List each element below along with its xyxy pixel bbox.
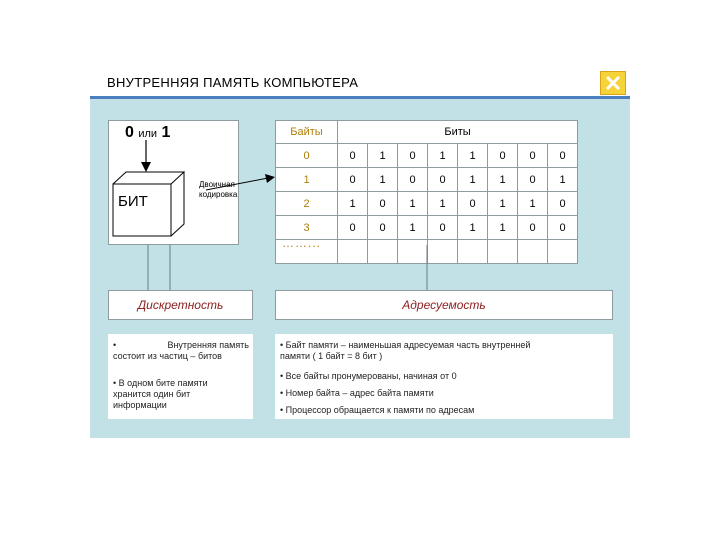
list-item: • Номер байта – адрес байта памяти bbox=[280, 388, 434, 398]
close-button[interactable] bbox=[600, 71, 626, 95]
connector-lines bbox=[90, 245, 630, 295]
window-title: ВНУТРЕННЯЯ ПАМЯТЬ КОМПЬЮТЕРА bbox=[107, 75, 359, 90]
discreteness-text-box bbox=[108, 334, 253, 419]
close-icon bbox=[605, 75, 621, 91]
list-item: • Процессор обращается к памяти по адресам bbox=[280, 405, 475, 415]
list-item: • В одном бите памяти хранится один бит информации bbox=[113, 378, 208, 410]
table-row: 3 0 0 1 0 1 1 0 0 bbox=[276, 216, 578, 240]
bit-cube-label: БИТ bbox=[118, 193, 148, 210]
binary-coding-label: Двоичная кодировка bbox=[199, 180, 238, 199]
bytes-header: Байты bbox=[276, 121, 338, 144]
bit-cube-diagram bbox=[108, 120, 278, 250]
addressability-text-box bbox=[275, 334, 613, 419]
table-row: 0 0 1 0 1 1 0 0 0 bbox=[276, 144, 578, 168]
table-ellipsis: ……... bbox=[282, 236, 322, 250]
list-item: • Внутренняя память состоит из частиц – битов bbox=[113, 340, 249, 361]
table-row: 1 0 1 0 0 1 1 0 1 bbox=[276, 168, 578, 192]
addressability-header: Адресуемость bbox=[275, 290, 613, 320]
bit-value-label: 0 или 1 bbox=[125, 124, 171, 141]
bits-header: Биты bbox=[338, 121, 578, 144]
table-header-row bbox=[276, 121, 578, 144]
table-row: 2 1 0 1 1 0 1 1 0 bbox=[276, 192, 578, 216]
list-item: • Байт памяти – наименьшая адресуемая часть внутренней памяти ( 1 байт = 8 бит ) bbox=[280, 340, 531, 361]
list-item: • Все байты пронумерованы, начиная от 0 bbox=[280, 371, 457, 381]
discreteness-header: Дискретность bbox=[108, 290, 253, 320]
